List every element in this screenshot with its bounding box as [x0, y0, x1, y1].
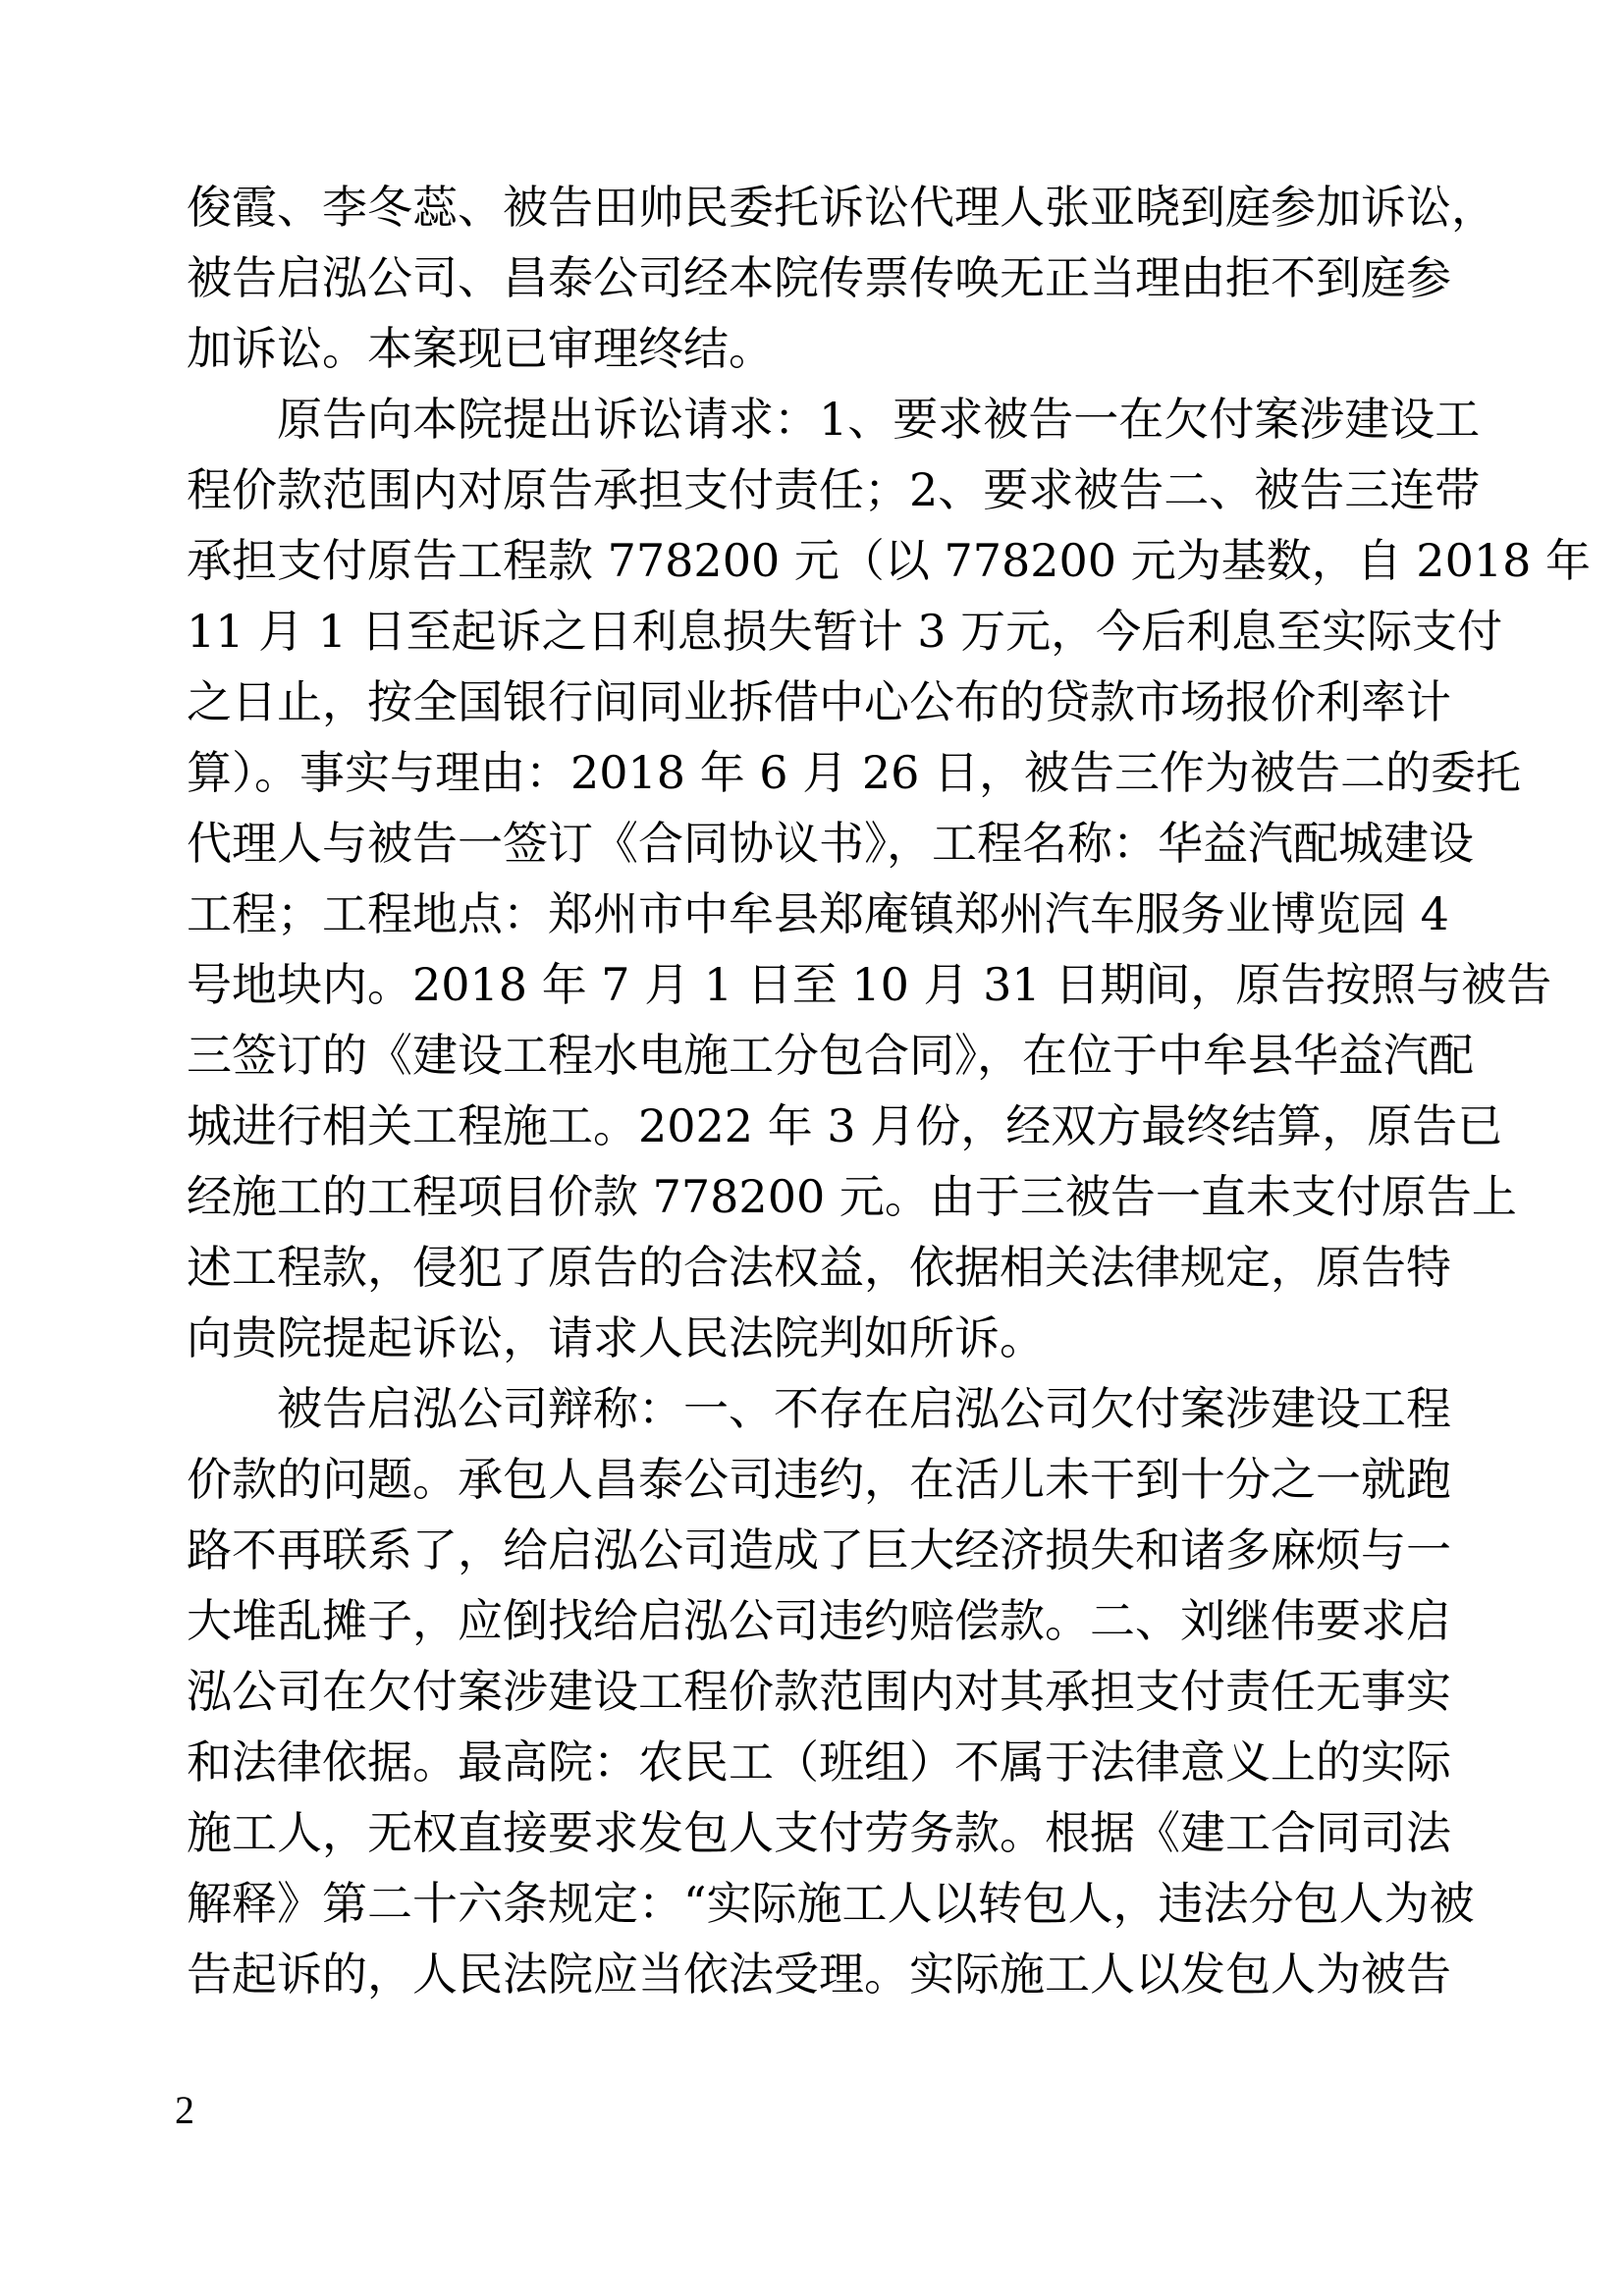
text-line: 大堆乱摊子，应倒找给启泓公司违约赔偿款。二、刘继伟要求启	[187, 1594, 1451, 1647]
text-line: 代理人与被告一签订《合同协议书》，工程名称：华益汽配城建设	[187, 817, 1474, 870]
text-line: 向贵院提起诉讼，请求人民法院判如所诉。	[187, 1311, 1045, 1364]
page-number: 2	[175, 2088, 194, 2132]
text-line: 之日止，按全国银行间同业拆借中心公布的贷款市场报价利率计	[187, 675, 1451, 728]
text-line: 经施工的工程项目价款 778200 元。由于三被告一直未支付原告上	[187, 1170, 1517, 1223]
text-line: 原告向本院提出诉讼请求：1、要求被告一在欠付案涉建设工	[187, 393, 1481, 446]
text-line: 程价款范围内对原告承担支付责任；2、要求被告二、被告三连带	[187, 463, 1481, 516]
text-line: 价款的问题。承包人昌泰公司违约，在活儿未干到十分之一就跑	[187, 1453, 1451, 1506]
text-line: 被告启泓公司、昌泰公司经本院传票传唤无正当理由拒不到庭参	[187, 251, 1451, 304]
text-line: 算）。事实与理由：2018 年 6 月 26 日，被告三作为被告二的委托	[187, 746, 1521, 799]
text-line: 解释》第二十六条规定：“实际施工人以转包人，违法分包人为被	[187, 1877, 1475, 1930]
text-line: 泓公司在欠付案涉建设工程价款范围内对其承担支付责任无事实	[187, 1665, 1451, 1718]
text-line: 11 月 1 日至起诉之日利息损失暂计 3 万元，今后利息至实际支付	[187, 605, 1503, 658]
text-line: 被告启泓公司辩称：一、不存在启泓公司欠付案涉建设工程	[187, 1382, 1451, 1435]
text-line: 号地块内。2018 年 7 月 1 日至 10 月 31 日期间，原告按照与被告	[187, 958, 1552, 1011]
text-line: 俊霞、李冬蕊、被告田帅民委托诉讼代理人张亚晓到庭参加诉讼，	[187, 181, 1496, 234]
text-line: 承担支付原告工程款 778200 元（以 778200 元为基数，自 2018 年	[187, 534, 1591, 587]
text-line: 路不再联系了，给启泓公司造成了巨大经济损失和诸多麻烦与一	[187, 1523, 1451, 1576]
text-line: 述工程款，侵犯了原告的合法权益，依据相关法律规定，原告特	[187, 1241, 1451, 1294]
text-line: 城进行相关工程施工。2022 年 3 月份，经双方最终结算，原告已	[187, 1099, 1503, 1152]
text-line: 加诉讼。本案现已审理终结。	[187, 322, 774, 375]
text-line: 施工人，无权直接要求发包人支付劳务款。根据《建工合同司法	[187, 1806, 1451, 1859]
text-line: 和法律依据。最高院：农民工（班组）不属于法律意义上的实际	[187, 1735, 1451, 1789]
text-line: 三签订的《建设工程水电施工分包合同》，在位于中牟县华益汽配	[187, 1029, 1474, 1082]
text-line: 工程；工程地点：郑州市中牟县郑庵镇郑州汽车服务业博览园 4	[187, 887, 1449, 940]
text-line: 告起诉的，人民法院应当依法受理。实际施工人以发包人为被告	[187, 1948, 1451, 2001]
